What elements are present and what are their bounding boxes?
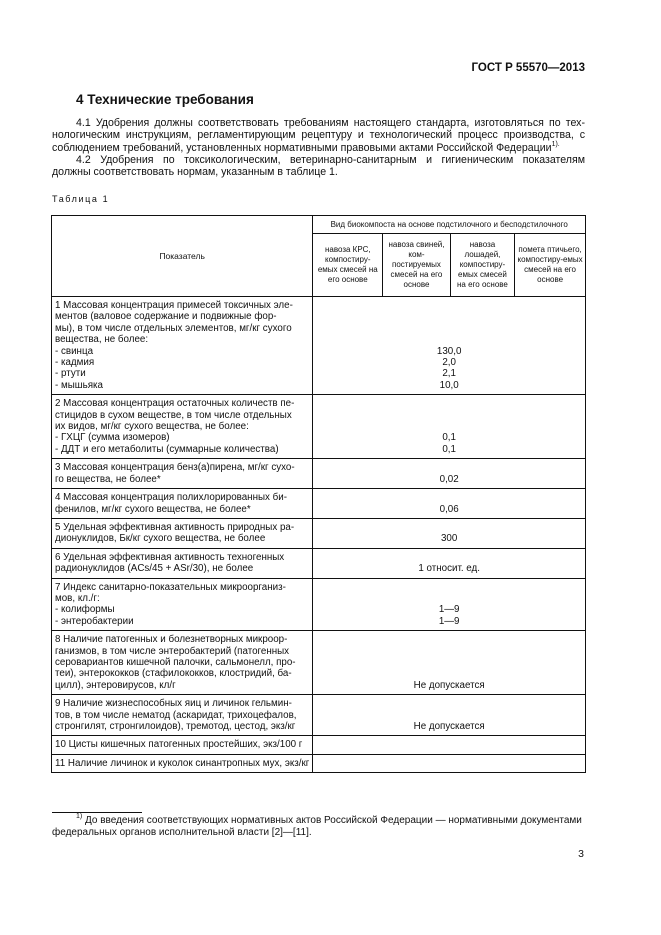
section-title: 4 Технические требования bbox=[76, 92, 254, 107]
value: Не допускается bbox=[413, 679, 485, 691]
requirements-table bbox=[51, 215, 586, 773]
text-line: должны соответствовать нормам, указанным в таблице 1. bbox=[52, 166, 338, 179]
text-line: ганизмов, в том числе энтеробактерий (патогенных bbox=[55, 645, 290, 657]
value: 1—9 bbox=[438, 615, 460, 627]
text-line: - ДДТ и его метаболиты (суммарные количества) bbox=[55, 443, 279, 455]
text-line: тов, в том числе нематод (аскаридат, трихоцефалов, bbox=[55, 709, 297, 721]
text-line: - энтеробактерии bbox=[55, 615, 134, 627]
table-row bbox=[52, 459, 586, 489]
value: 130,0 bbox=[436, 345, 462, 357]
text-line: дионуклидов, Бк/кг сухого вещества, не более bbox=[55, 533, 266, 545]
value-cell bbox=[313, 548, 586, 578]
value-cell bbox=[313, 578, 586, 631]
text-line: - мышьяка bbox=[55, 379, 103, 391]
text-line: стронгилят, стронгилоидов), тремотод, цестод, экз/кг bbox=[55, 721, 296, 732]
indicator-cell bbox=[52, 459, 313, 489]
text-line: 4.2 Удобрения по токсикологическим, ветеринарно-санитарным и гигиеническим показателям bbox=[76, 154, 585, 166]
column-group-header: Вид биокомпоста на основе подстилочного и бесподстилочного bbox=[313, 216, 586, 234]
subcolumn-header: навоза лошадей, компостиру-емых смесей на его основе bbox=[450, 234, 514, 297]
table-row bbox=[52, 736, 586, 754]
text-line: серовариантов кишечной палочки, сальмонелл, про- bbox=[55, 656, 296, 668]
value: 1 относит. ед. bbox=[418, 563, 480, 575]
text-line: 2 Массовая концентрация остаточных количеств пе- bbox=[55, 398, 295, 410]
indicator-cell bbox=[52, 631, 313, 695]
indicator-cell bbox=[52, 578, 313, 631]
value: Не допускается bbox=[413, 721, 485, 732]
text-line: мов, кл./г: bbox=[55, 592, 100, 604]
indicator-cell bbox=[52, 395, 313, 459]
value-cell bbox=[313, 395, 586, 459]
text-line bbox=[52, 815, 585, 827]
subcolumn-header: навоза свиней, ком-постируемых смесей на его основе bbox=[383, 234, 451, 297]
text-line: 8 Наличие патогенных и болезнетворных микроор- bbox=[55, 634, 288, 646]
table-row bbox=[52, 489, 586, 519]
indicator-cell bbox=[52, 489, 313, 519]
footnote-mark: 1) bbox=[76, 813, 83, 820]
table-caption: Таблица 1 bbox=[52, 194, 110, 204]
indicator-cell bbox=[52, 754, 313, 772]
footnote-divider bbox=[52, 812, 142, 813]
text-line: мы), в том числе отдельных элементов, мг/кг сухого bbox=[55, 322, 292, 334]
value-cell bbox=[313, 518, 586, 548]
text-line: теи), энтерококков (стафилококков, клостридий, ба- bbox=[55, 668, 292, 680]
table-row bbox=[52, 754, 586, 772]
text-line: - колиформы bbox=[55, 604, 115, 616]
value-cell bbox=[313, 754, 586, 772]
table-row bbox=[52, 578, 586, 631]
text-line: 9 Наличие жизнеспособных яиц и личинок гельмин- bbox=[55, 698, 292, 710]
text-line: стицидов в сухом веществе, в том числе отдельных bbox=[55, 409, 292, 421]
value: 0,06 bbox=[439, 503, 459, 515]
page-number: 3 bbox=[578, 848, 584, 860]
text-line: 7 Индекс санитарно-показательных микроорганиз- bbox=[55, 581, 286, 593]
text-line: - кадмия bbox=[55, 357, 95, 369]
value: 2,0 bbox=[442, 357, 456, 369]
table-row bbox=[52, 631, 586, 695]
footnote bbox=[52, 815, 585, 839]
text: До введения соответствующих нормативных актов Российской Федерации — нормативными документами bbox=[85, 815, 582, 826]
text-line: - ртути bbox=[55, 368, 86, 380]
value-cell bbox=[313, 736, 586, 754]
table-row bbox=[52, 518, 586, 548]
text-line: их видов, мг/кг сухого вещества, не более: bbox=[55, 421, 249, 433]
value-cell bbox=[313, 489, 586, 519]
indicator-cell bbox=[52, 297, 313, 395]
text-line: 11 Наличие личинок и куколок синантропных мух, экз/кг bbox=[55, 757, 310, 769]
value: 0,02 bbox=[439, 473, 459, 485]
text-line: 3 Массовая концентрация бенз(а)пирена, мг/кг сухо- bbox=[55, 462, 295, 474]
text-line: фенилов, мг/кг сухого вещества, не более* bbox=[55, 503, 251, 515]
value-cell bbox=[313, 631, 586, 695]
text-line: радионуклидов (ACs/45 + ASr/30), не более bbox=[55, 563, 254, 575]
text-line: 5 Удельная эффективная активность природных ра- bbox=[55, 521, 295, 533]
text-line: цилл), энтеровирусов, кл/г bbox=[55, 679, 176, 691]
value: 1—9 bbox=[438, 604, 460, 616]
text-line: го вещества, не более* bbox=[55, 473, 161, 485]
subcolumn-header: навоза КРС, компостиру-емых смесей на его основе bbox=[313, 234, 383, 297]
text: соблюдением требований, установленных нормативными правовыми актами Российской Федерации bbox=[52, 141, 552, 154]
footnote-ref[interactable]: 1). bbox=[551, 140, 560, 148]
text-line: федеральных органов исполнительной власти [2]—[11]. bbox=[52, 827, 312, 838]
text-line: - свинца bbox=[55, 345, 94, 357]
indicator-cell bbox=[52, 695, 313, 736]
text-line: 1 Массовая концентрация примесей токсичных эле- bbox=[55, 300, 293, 311]
table-row bbox=[52, 548, 586, 578]
table-row bbox=[52, 695, 586, 736]
value-cell bbox=[313, 297, 586, 395]
text-line: 6 Удельная эффективная активность техногенных bbox=[55, 551, 285, 563]
subcolumn-header: помета птичьего, компостиру-емых смесей на его основе bbox=[515, 234, 586, 297]
value-cell bbox=[313, 695, 586, 736]
text-line: ментов (валовое содержание и подвижные фор- bbox=[55, 311, 277, 323]
text-line: - ГХЦГ (сумма изомеров) bbox=[55, 432, 170, 444]
indicator-cell bbox=[52, 518, 313, 548]
text-line: 4.1 Удобрения должны соответствовать требованиям настоящего стандарта, изготовляться по тех- bbox=[76, 117, 585, 129]
paragraph-4-1 bbox=[52, 117, 585, 154]
text-line: 10 Цисты кишечных патогенных простейших, экз/100 г bbox=[55, 739, 303, 751]
value: 0,1 bbox=[442, 443, 456, 455]
column-header-indicator: Показатель bbox=[52, 216, 313, 297]
paragraph-4-2 bbox=[52, 154, 585, 179]
standard-number: ГОСТ Р 55570—2013 bbox=[471, 62, 585, 74]
text-line: нологическим инструкциям, регламентирующим рецептуру и технологический процесс производства, с bbox=[52, 129, 585, 142]
indicator-cell bbox=[52, 736, 313, 754]
text-line: вещества, не более: bbox=[55, 334, 149, 346]
value: 2,1 bbox=[442, 368, 456, 380]
text-line bbox=[52, 142, 585, 154]
table-row bbox=[52, 395, 586, 459]
table-row bbox=[52, 297, 586, 395]
value-cell bbox=[313, 459, 586, 489]
value: 0,1 bbox=[442, 432, 456, 444]
indicator-cell bbox=[52, 548, 313, 578]
value: 300 bbox=[440, 533, 458, 545]
value: 10,0 bbox=[439, 379, 459, 391]
text-line: 4 Массовая концентрация полихлорированных би- bbox=[55, 492, 288, 504]
